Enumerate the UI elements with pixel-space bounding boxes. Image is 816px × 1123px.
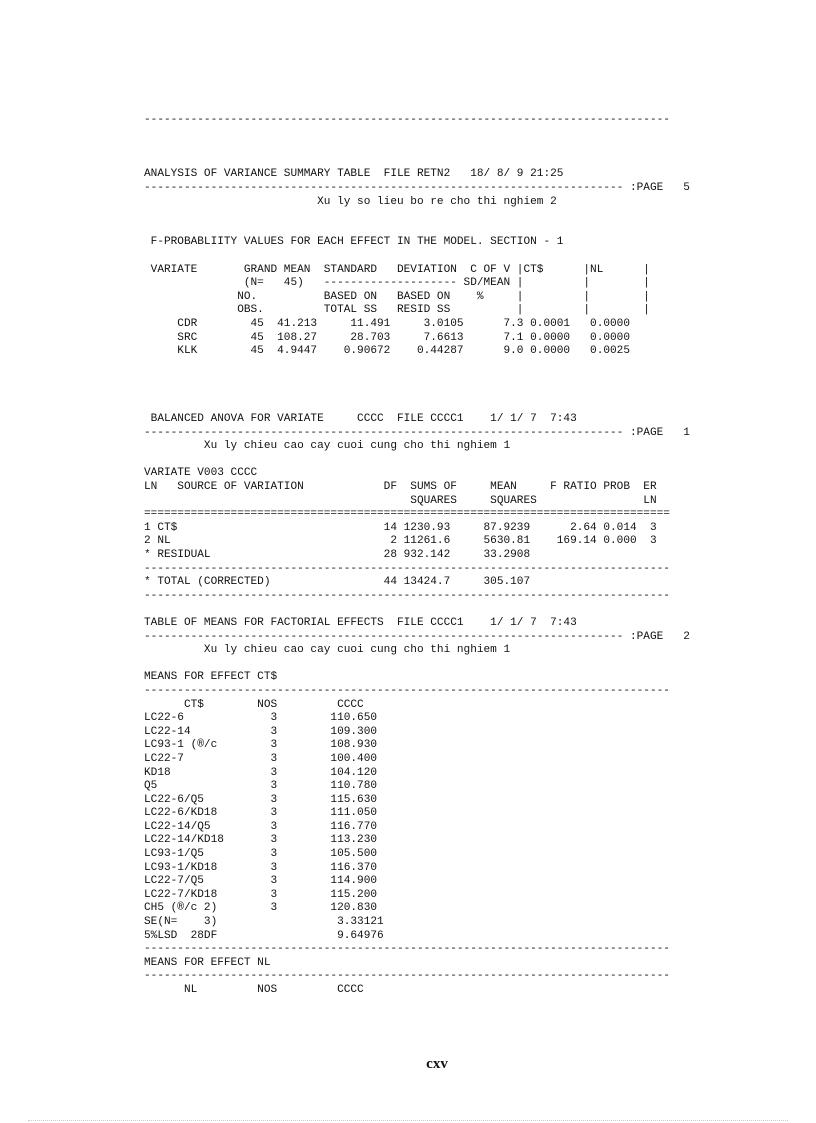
text-line: Q5 3 110.780 (144, 780, 378, 793)
text-line: TABLE OF MEANS FOR FACTORIAL EFFECTS FILE CCCC1 1/ 1/ 7 7:43 (144, 616, 577, 629)
text-line: LC93-1/Q5 3 105.500 (144, 848, 378, 861)
text-line (144, 386, 690, 400)
text-line: LC22-14 3 109.300 (144, 725, 378, 738)
document-body (144, 114, 690, 998)
text-line: 2 NL 2 11261.6 5630.81 169.14 0.000 3 (144, 535, 657, 548)
text-line: KLK 45 4.9447 0.90672 0.44287 9.0 0.0000 0.0025 (144, 345, 630, 358)
text-line (144, 454, 690, 468)
text-line: LC22-14/KD18 3 113.230 (144, 834, 378, 847)
text-line: KD18 3 104.120 (144, 766, 378, 779)
text-line: OBS. TOTAL SS RESID SS | | | (144, 304, 650, 317)
text-line: ------------------------------------------------------------------------ :PAGE 1 (144, 426, 690, 439)
text-line: CH5 (®/c 2) 3 120.830 (144, 902, 378, 915)
text-line: LC22-6 3 110.650 (144, 712, 378, 725)
text-line: LN SOURCE OF VARIATION DF SUMS OF MEAN F RATIO PROB ER (144, 481, 657, 494)
text-line (144, 155, 690, 169)
text-line (144, 209, 690, 223)
text-line: ANALYSIS OF VARIANCE SUMMARY TABLE FILE RETN2 18/ 8/ 9 21:25 (144, 168, 564, 181)
text-line: =============================================================================== (144, 508, 670, 521)
text-line: LC22-7/KD18 3 115.200 (144, 888, 378, 901)
text-line (144, 399, 690, 413)
text-line: NO. BASED ON BASED ON % | | | (144, 290, 650, 303)
text-line: LC22-6/KD18 3 111.050 (144, 807, 378, 820)
text-line (144, 603, 690, 617)
text-line: Xu ly so lieu bo re cho thi nghiem 2 (144, 195, 557, 208)
text-line (144, 128, 690, 142)
text-line: SE(N= 3) 3.33121 (144, 916, 384, 929)
text-line: VARIATE GRAND MEAN STANDARD DEVIATION C OF V |CT$ |NL | (144, 263, 650, 276)
text-line (144, 141, 690, 155)
text-line: ------------------------------------------------------------------------------- (144, 589, 670, 602)
text-line (144, 250, 690, 264)
text-line: VARIATE V003 CCCC (144, 467, 258, 480)
text-line: BALANCED ANOVA FOR VARIATE CCCC FILE CCCC1 1/ 1/ 7 7:43 (144, 413, 577, 426)
text-line (144, 658, 690, 672)
text-line: ------------------------------------------------------------------------ :PAGE 2 (144, 630, 690, 643)
text-line: SQUARES SQUARES LN (144, 494, 657, 507)
text-line (144, 359, 690, 373)
text-line: ------------------------------------------------------------------------------- (144, 114, 670, 126)
text-line: ------------------------------------------------------------------------ :PAGE 5 (144, 181, 690, 194)
text-line: LC22-7 3 100.400 (144, 752, 378, 765)
text-line: ------------------------------------------------------------------------------- (144, 943, 670, 956)
text-line: NL NOS CCCC (144, 984, 364, 996)
text-line: ------------------------------------------------------------------------------- (144, 684, 670, 697)
page-footer: cxv (426, 1056, 448, 1072)
text-line: LC93-1/KD18 3 116.370 (144, 861, 378, 874)
text-line: LC22-6/Q5 3 115.630 (144, 793, 378, 806)
text-line: ------------------------------------------------------------------------------- (144, 562, 670, 575)
text-line (144, 372, 690, 386)
text-line: LC22-7/Q5 3 114.900 (144, 875, 378, 888)
text-line: CDR 45 41.213 11.491 3.0105 7.3 0.0001 0.0000 (144, 317, 630, 330)
text-line: LC22-14/Q5 3 116.770 (144, 820, 378, 833)
text-line: (N= 45) -------------------- SD/MEAN | | | (144, 277, 650, 290)
text-line: * RESIDUAL 28 932.142 33.2908 (144, 549, 531, 561)
text-line: LC93-1 (®/c 3 108.930 (144, 739, 378, 752)
text-line: Xu ly chieu cao cay cuoi cung cho thi nghiem 1 (144, 440, 511, 453)
text-line: 5%LSD 28DF 9.64976 (144, 929, 384, 942)
text-line: CT$ NOS CCCC (144, 698, 364, 711)
text-line: F-PROBABLIITY VALUES FOR EACH EFFECT IN THE MODEL. SECTION - 1 (144, 236, 564, 249)
text-line (144, 223, 690, 237)
text-line: MEANS FOR EFFECT CT$ (144, 671, 278, 684)
text-line: SRC 45 108.27 28.703 7.6613 7.1 0.0000 0.0000 (144, 331, 630, 344)
text-line: 1 CT$ 14 1230.93 87.9239 2.64 0.014 3 (144, 521, 657, 534)
text-line: Xu ly chieu cao cay cuoi cung cho thi nghiem 1 (144, 644, 511, 657)
bottom-rule (28, 1120, 788, 1121)
text-line: ------------------------------------------------------------------------------- (144, 970, 670, 983)
text-line: MEANS FOR EFFECT NL (144, 956, 271, 969)
text-line: * TOTAL (CORRECTED) 44 13424.7 305.107 (144, 576, 531, 589)
